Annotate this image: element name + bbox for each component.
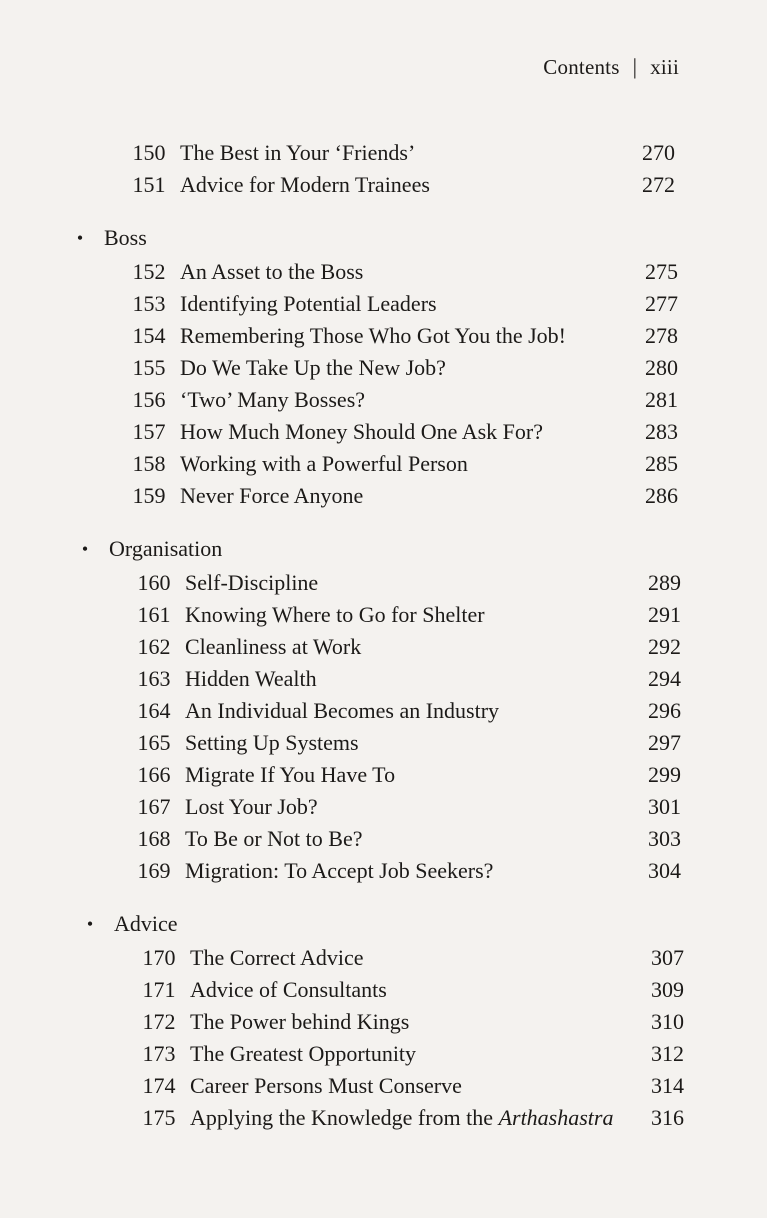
- chapter-number: 166: [137, 762, 171, 787]
- chapter-title: [190, 1041, 624, 1067]
- chapter-number: 160: [137, 570, 171, 595]
- chapter-number: 169: [137, 858, 171, 883]
- toc-entry: [118, 355, 678, 387]
- toc-entry: [123, 730, 681, 762]
- page-number: 299: [648, 762, 681, 787]
- toc-entry: [128, 1009, 684, 1041]
- page-number: 301: [648, 794, 681, 819]
- chapter-number: 175: [142, 1105, 176, 1130]
- chapter-number: 150: [132, 140, 166, 165]
- section-title: Organisation: [109, 536, 223, 561]
- toc-section: [0, 140, 767, 204]
- bullet-icon: •: [86, 913, 94, 934]
- chapter-title-text: Cleanliness at Work: [185, 634, 362, 659]
- bullet-icon: •: [81, 538, 89, 559]
- chapter-title: [185, 666, 621, 692]
- chapter-number: 161: [137, 602, 171, 627]
- page-number: 316: [651, 1105, 684, 1130]
- chapter-title: [180, 140, 615, 166]
- chapter-title-text: Advice for Modern Trainees: [180, 172, 430, 197]
- chapter-number: 158: [132, 451, 166, 476]
- page-number: 280: [645, 355, 678, 380]
- toc-entry: [118, 387, 678, 419]
- toc-entry: [118, 419, 678, 451]
- toc-entry: [118, 451, 678, 483]
- page-number: 314: [651, 1073, 684, 1098]
- chapter-title: [180, 172, 615, 198]
- chapter-title-text: The Greatest Opportunity: [190, 1041, 417, 1066]
- chapter-number: 159: [132, 483, 166, 508]
- page-number: 283: [645, 419, 678, 444]
- toc-entry: [123, 826, 681, 858]
- toc-entry: [118, 483, 678, 515]
- chapter-title: [185, 858, 621, 884]
- page-number: 310: [651, 1009, 684, 1034]
- page-number: 275: [645, 259, 678, 284]
- chapter-number: 172: [142, 1009, 176, 1034]
- chapter-title: [185, 698, 621, 724]
- entry-list: [0, 259, 678, 515]
- section-heading: [0, 221, 767, 255]
- toc-section: [0, 532, 767, 890]
- page-number: 307: [651, 945, 684, 970]
- page-number: 312: [651, 1041, 684, 1066]
- chapter-title-text: An Individual Becomes an Industry: [185, 698, 500, 723]
- chapter-number: 171: [142, 977, 176, 1002]
- chapter-title: [185, 730, 621, 756]
- page-number: 294: [648, 666, 681, 691]
- chapter-number: 162: [137, 634, 171, 659]
- page-number: 296: [648, 698, 681, 723]
- toc-entry: [128, 977, 684, 1009]
- page-number: 289: [648, 570, 681, 595]
- chapter-number: 152: [132, 259, 166, 284]
- chapter-title-text: Self-Discipline: [185, 570, 319, 595]
- entry-list: [0, 570, 681, 890]
- toc-entry: [118, 291, 678, 323]
- page-number: 286: [645, 483, 678, 508]
- toc-entry: [118, 172, 675, 204]
- toc-section: [0, 907, 767, 1137]
- header-page-numeral: xiii: [650, 54, 679, 79]
- chapter-title-text: The Power behind Kings: [190, 1009, 410, 1034]
- chapter-title-text: Applying the Knowledge from the: [190, 1105, 494, 1130]
- page-number: 291: [648, 602, 681, 627]
- chapter-number: 164: [137, 698, 171, 723]
- chapter-number: 157: [132, 419, 166, 444]
- chapter-title: [185, 634, 621, 660]
- section-title: Boss: [104, 225, 147, 250]
- chapter-number: 170: [142, 945, 176, 970]
- chapter-title: [180, 451, 618, 477]
- toc-entry: [118, 259, 678, 291]
- toc-entry: [123, 794, 681, 826]
- page-number: 272: [642, 172, 675, 197]
- chapter-title: [190, 945, 624, 971]
- chapter-title: [180, 323, 618, 349]
- toc-entry: [123, 666, 681, 698]
- chapter-title-text: Remembering Those Who Got You the Job!: [180, 323, 566, 348]
- chapter-title-text: Setting Up Systems: [185, 730, 359, 755]
- page-number: 285: [645, 451, 678, 476]
- header-label: Contents: [543, 54, 620, 79]
- chapter-number: 151: [132, 172, 166, 197]
- toc-entry: [118, 323, 678, 355]
- toc-entry: [128, 1041, 684, 1073]
- header-separator: |: [632, 54, 638, 79]
- toc-section: [0, 221, 767, 515]
- chapter-title: [185, 602, 621, 628]
- chapter-title-text: Migration: To Accept Job Seekers?: [185, 858, 494, 883]
- chapter-title-text: Hidden Wealth: [185, 666, 317, 691]
- page-number: 304: [648, 858, 681, 883]
- chapter-title-text: Do We Take Up the New Job?: [180, 355, 446, 380]
- entry-list: [0, 140, 675, 204]
- chapter-number: 167: [137, 794, 171, 819]
- page-number: 277: [645, 291, 678, 316]
- chapter-title: [190, 1073, 624, 1099]
- toc-entry: [123, 858, 681, 890]
- chapter-number: 154: [132, 323, 166, 348]
- chapter-number: 156: [132, 387, 166, 412]
- chapter-title-text: The Best in Your ‘Friends’: [180, 140, 416, 165]
- toc-entry: [128, 945, 684, 977]
- chapter-title-text: How Much Money Should One Ask For?: [180, 419, 543, 444]
- chapter-title: [180, 355, 618, 381]
- page-number: 309: [651, 977, 684, 1002]
- chapter-title: [190, 977, 624, 1003]
- chapter-title-text: Lost Your Job?: [185, 794, 318, 819]
- section-heading: [0, 532, 767, 566]
- chapter-title: [180, 387, 618, 413]
- chapter-title-text: Advice of Consultants: [190, 977, 387, 1002]
- chapter-title-text: Knowing Where to Go for Shelter: [185, 602, 485, 627]
- chapter-number: 165: [137, 730, 171, 755]
- chapter-title-text: Never Force Anyone: [180, 483, 364, 508]
- toc-entry: [123, 570, 681, 602]
- chapter-title-italic: Arthashastra: [498, 1105, 614, 1130]
- toc-entry: [123, 762, 681, 794]
- page-number: 281: [645, 387, 678, 412]
- toc-entry: [123, 602, 681, 634]
- chapter-number: 173: [142, 1041, 176, 1066]
- chapter-number: 168: [137, 826, 171, 851]
- chapter-title: [190, 1009, 624, 1035]
- chapter-title-text: Identifying Potential Leaders: [180, 291, 437, 316]
- toc-entry: [128, 1073, 684, 1105]
- chapter-title: [190, 1105, 624, 1131]
- toc-entry: [128, 1105, 684, 1137]
- chapter-title: [185, 794, 621, 820]
- chapter-title-text: Career Persons Must Conserve: [190, 1073, 462, 1098]
- chapter-title-text: To Be or Not to Be?: [185, 826, 363, 851]
- chapter-title-text: The Correct Advice: [190, 945, 364, 970]
- chapter-number: 155: [132, 355, 166, 380]
- chapter-title-text: An Asset to the Boss: [180, 259, 364, 284]
- toc-entry: [123, 634, 681, 666]
- table-of-contents: [0, 136, 767, 1154]
- toc-entry: [123, 698, 681, 730]
- chapter-title-text: Working with a Powerful Person: [180, 451, 468, 476]
- chapter-number: 174: [142, 1073, 176, 1098]
- section-title: Advice: [114, 911, 178, 936]
- chapter-title: [180, 419, 618, 445]
- entry-list: [0, 945, 684, 1137]
- chapter-title: [180, 291, 618, 317]
- chapter-title: [180, 259, 618, 285]
- toc-entry: [118, 140, 675, 172]
- page-number: 292: [648, 634, 681, 659]
- bullet-icon: •: [76, 227, 84, 248]
- page-number: 278: [645, 323, 678, 348]
- chapter-number: 163: [137, 666, 171, 691]
- chapter-title: [185, 570, 621, 596]
- chapter-number: 153: [132, 291, 166, 316]
- page-number: 303: [648, 826, 681, 851]
- chapter-title-text: ‘Two’ Many Bosses?: [180, 387, 366, 412]
- chapter-title-text: Migrate If You Have To: [185, 762, 396, 787]
- chapter-title: [185, 826, 621, 852]
- running-header: [543, 54, 679, 80]
- chapter-title: [180, 483, 618, 509]
- page-number: 270: [642, 140, 675, 165]
- chapter-title: [185, 762, 621, 788]
- section-heading: [0, 907, 767, 941]
- page-number: 297: [648, 730, 681, 755]
